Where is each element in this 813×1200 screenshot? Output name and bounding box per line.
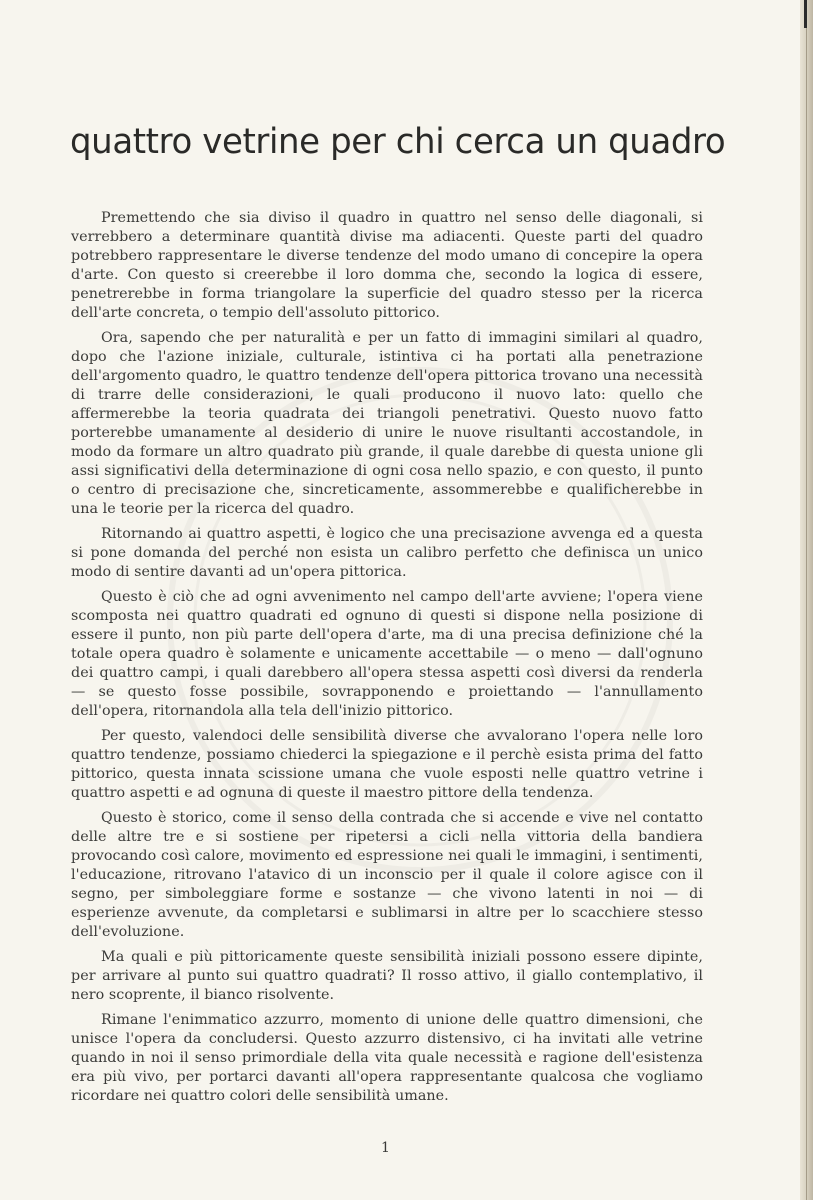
edge-mark [804,0,807,28]
page-number: 1 [381,1140,390,1156]
adjacent-page-edge [800,0,813,1200]
paragraph: Questo è ciò che ad ogni avvenimento nel campo dell'arte avviene; l'opera viene scomposta nei quattro quadrati ed ognuno di questi si dispone nella posizione di essere il punto, non più parte dell'opera d'arte, ma di una precisa definizione ché la totale opera quadro è solamente e unicamente accettabile — o meno — dall'ognuno dei quattro campi, i quali darebbero all'opera stessa aspetti così diversi da renderla — se questo fosse possibile, sovrapponendo e proiettando — l'annullamento dell'opera, ritornandola alla tela dell'inizio pittorico. [71,589,703,719]
paragraph: Questo è storico, come il senso della contrada che si accende e vive nel contatto delle altre tre e si sostiene per ripetersi a cicli nella vittoria della bandiera provocando così calore, movimento ed espressione nei quali le immagini, i sentimenti, l'educazione, ritrovano l'atavico di un inconscio per il quale il colore agisce con il segno, per simboleggiare forme e sostanze — che vivono latenti in noi — di esperienze avvenute, da completarsi e sublimarsi in altre per lo scacchiere stesso dell'evoluzione. [71,810,703,940]
paragraph: Ma quali e più pittoricamente queste sensibilità iniziali possono essere dipinte, per arrivare al punto sui quattro quadrati? Il rosso attivo, il giallo contemplativo, il nero scoprente, il bianco risolvente. [71,949,703,1003]
paragraph: Rimane l'enimmatico azzurro, momento di unione delle quattro dimensioni, che unisce l'opera da concludersi. Questo azzurro distensivo, ci ha invitati alle vetrine quando in noi il senso primordiale della vita quale necessità e ragione dell'esistenza era più vivo, per portarci davanti all'opera rappresentante qualcosa che vogliamo ricordare nei quattro colori delle sensibilità umane. [71,1012,703,1104]
paragraph: Premettendo che sia diviso il quadro in quattro nel senso delle diagonali, si verrebbero a determinare quantità divise ma adiacenti. Queste parti del quadro potrebbero rappresentare le diverse tendenze del modo umano di concepire la opera d'arte. Con questo si creerebbe il loro domma che, secondo la logica di essere, penetrerebbe in forma triangolare la superficie del quadro stesso per la ricerca dell'arte concreta, o tempio dell'assoluto pittorico. [71,210,703,321]
article-title: quattro vetrine per chi cerca un quadro [70,122,726,162]
paragraph: Per questo, valendoci delle sensibilità diverse che avvalorano l'opera nelle loro quattro tendenze, possiamo chiederci la spiegazione e il perchè esista prima del fatto pittorico, questa innata scissione umana che vuole esposti nelle quattro vetrine i quattro aspetti e ad ognuna di queste il maestro pittore della tendenza. [71,728,703,801]
paragraph: Ritornando ai quattro aspetti, è logico che una precisazione avvenga ed a questa si pone domanda del perché non esista un calibro perfetto che definisca un unico modo di sentire davanti ad un'opera pittorica. [71,526,703,580]
article-body [71,209,703,1112]
paragraph: Ora, sapendo che per naturalità e per un fatto di immagini similari al quadro, dopo che l'azione iniziale, culturale, istintiva ci ha portati alla penetrazione dell'argomento quadro, le quattro tendenze dell'opera pittorica trovano una necessità di trarre delle considerazioni, le quali producono il nuovo lato: quello che affermerebbe la teoria quadrata dei triangoli penetrativi. Questo nuovo fatto porterebbe umanamente al desiderio di unire le nuove risultanti accostandole, in modo da formare un altro quadrato più grande, il quale darebbe di questa unione gli assi significativi della determinazione di ogni cosa nello spazio, e con questo, il punto o centro di precisazione che, sincreticamente, assommerebbe e qualificherebbe in una le teorie per la ricerca del quadro. [71,330,703,517]
